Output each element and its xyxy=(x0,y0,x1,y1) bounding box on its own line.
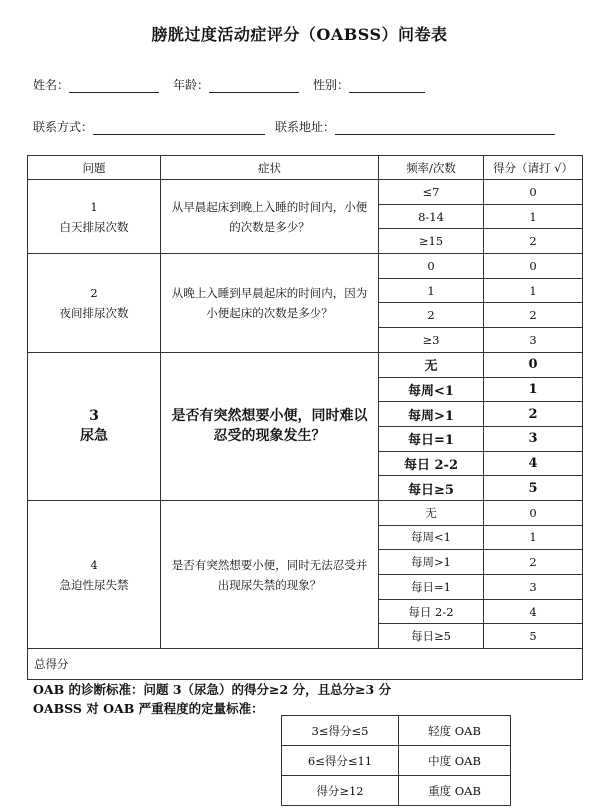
score-option[interactable]: 0 xyxy=(484,352,583,377)
name-label: 姓名： xyxy=(33,78,70,92)
score-option[interactable]: 3 xyxy=(484,328,583,353)
question-symptom: 是否有突然想要小便，同时难以忍受的现象发生？ xyxy=(161,352,379,500)
frequency-option: 每日=1 xyxy=(379,575,484,600)
frequency-option: 每日 2-2 xyxy=(379,599,484,624)
frequency-option: 2 xyxy=(379,303,484,328)
frequency-option: 8-14 xyxy=(379,204,484,229)
frequency-option: 每周<1 xyxy=(379,377,484,402)
frequency-option: ≥3 xyxy=(379,328,484,353)
score-option[interactable]: 4 xyxy=(484,451,583,476)
severity-level: 轻度 OAB xyxy=(399,716,511,746)
question-3-cell xyxy=(28,352,161,500)
frequency-option: ≥15 xyxy=(379,229,484,254)
frequency-option: 每日≥5 xyxy=(379,476,484,501)
contact-field[interactable] xyxy=(93,120,265,135)
question-name: 急迫性尿失禁 xyxy=(59,577,129,592)
address-label: 联系地址： xyxy=(275,120,336,134)
score-option[interactable]: 0 xyxy=(484,254,583,279)
score-option[interactable]: 5 xyxy=(484,624,583,649)
score-option[interactable]: 1 xyxy=(484,377,583,402)
severity-level: 中度 OAB xyxy=(399,746,511,776)
page-title: 膀胱过度活动症评分（OABSS）问卷表 xyxy=(151,25,448,44)
oabss-table xyxy=(27,155,583,680)
frequency-option: 每周>1 xyxy=(379,402,484,427)
question-symptom: 从早晨起床到晚上入睡的时间内，小便的次数是多少？ xyxy=(161,180,379,254)
score-option[interactable]: 3 xyxy=(484,575,583,600)
frequency-option: ≤7 xyxy=(379,180,484,205)
score-option[interactable]: 4 xyxy=(484,599,583,624)
contact-label: 联系方式： xyxy=(33,120,94,134)
table-row xyxy=(28,500,583,525)
total-score-label[interactable]: 总得分 xyxy=(28,649,583,680)
frequency-option: 1 xyxy=(379,278,484,303)
personal-info-row xyxy=(33,76,425,93)
frequency-option: 0 xyxy=(379,254,484,279)
question-symptom: 从晚上入睡到早晨起床的时间内，因为小便起床的次数是多少？ xyxy=(161,254,379,353)
score-option[interactable]: 1 xyxy=(484,278,583,303)
score-option[interactable]: 1 xyxy=(484,525,583,550)
table-row xyxy=(282,746,511,776)
question-number: 4 xyxy=(90,557,98,572)
table-header-row xyxy=(28,156,583,180)
frequency-option: 无 xyxy=(379,352,484,377)
frequency-option: 每日≥5 xyxy=(379,624,484,649)
question-number: 3 xyxy=(89,408,99,425)
score-option[interactable]: 3 xyxy=(484,426,583,451)
question-4-cell xyxy=(28,500,161,648)
address-field[interactable] xyxy=(335,120,555,135)
header-symptom: 症状 xyxy=(161,156,379,180)
table-row xyxy=(28,180,583,205)
score-option[interactable]: 0 xyxy=(484,500,583,525)
frequency-option: 每周<1 xyxy=(379,525,484,550)
score-option[interactable]: 2 xyxy=(484,303,583,328)
table-row xyxy=(28,254,583,279)
score-option[interactable]: 2 xyxy=(484,402,583,427)
name-field[interactable] xyxy=(69,78,159,93)
severity-range: 得分≥12 xyxy=(282,776,399,806)
severity-table xyxy=(281,715,511,806)
frequency-option: 每日 2-2 xyxy=(379,451,484,476)
score-option[interactable]: 2 xyxy=(484,550,583,575)
severity-intro: OABSS 对 OAB 严重程度的定量标准： xyxy=(33,701,264,716)
header-question: 问题 xyxy=(28,156,161,180)
gender-field[interactable] xyxy=(349,78,425,93)
table-row xyxy=(282,716,511,746)
table-row xyxy=(282,776,511,806)
score-option[interactable]: 1 xyxy=(484,204,583,229)
question-number: 2 xyxy=(90,285,98,300)
question-number: 1 xyxy=(90,199,98,214)
age-label: 年龄： xyxy=(173,78,210,92)
question-1-cell xyxy=(28,180,161,254)
table-row xyxy=(28,352,583,377)
score-option[interactable]: 5 xyxy=(484,476,583,501)
score-option[interactable]: 0 xyxy=(484,180,583,205)
severity-range: 3≤得分≤5 xyxy=(282,716,399,746)
total-row xyxy=(28,649,583,680)
severity-range: 6≤得分≤11 xyxy=(282,746,399,776)
question-symptom: 是否有突然想要小便，同时无法忍受并出现尿失禁的现象？ xyxy=(161,500,379,648)
question-2-cell xyxy=(28,254,161,353)
gender-label: 性别： xyxy=(313,78,350,92)
frequency-option: 无 xyxy=(379,500,484,525)
question-name: 白天排尿次数 xyxy=(59,219,129,234)
header-frequency: 频率/次数 xyxy=(379,156,484,180)
severity-level: 重度 OAB xyxy=(399,776,511,806)
score-option[interactable]: 2 xyxy=(484,229,583,254)
diagnosis-criteria: OAB 的诊断标准：问题 3（尿急）的得分≥2 分，且总分≥3 分 xyxy=(33,682,392,697)
contact-info-row xyxy=(33,118,555,135)
age-field[interactable] xyxy=(209,78,299,93)
frequency-option: 每日=1 xyxy=(379,426,484,451)
frequency-option: 每周>1 xyxy=(379,550,484,575)
header-score: 得分（请打 √） xyxy=(484,156,583,180)
question-name: 尿急 xyxy=(80,428,108,445)
question-name: 夜间排尿次数 xyxy=(59,305,129,320)
